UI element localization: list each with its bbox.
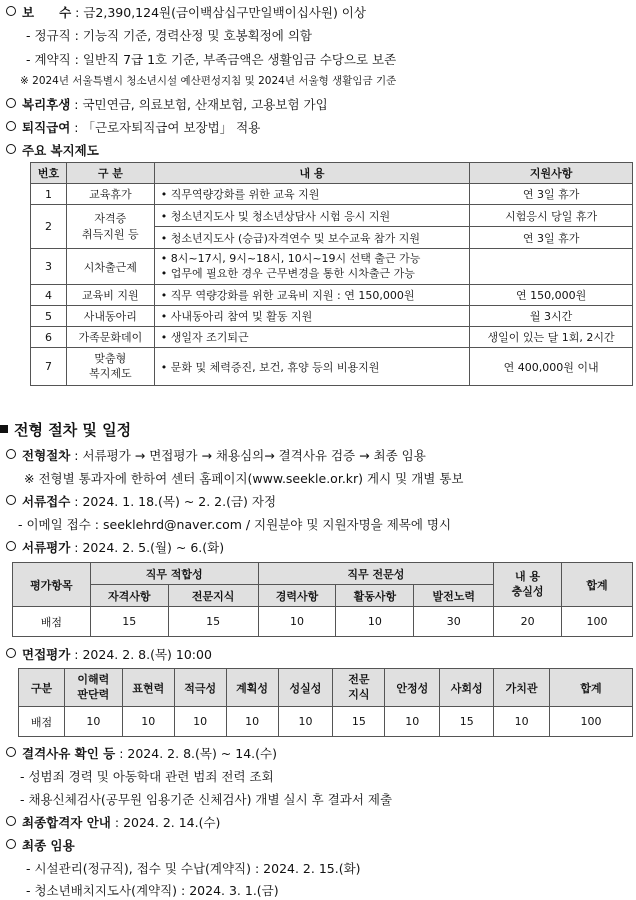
score-cell: 100 — [562, 607, 633, 637]
th-sub: 발전노력 — [414, 585, 494, 607]
cell-support — [470, 249, 633, 285]
cell-support: 연 3일 휴가 — [470, 227, 633, 249]
th-total: 합계 — [562, 563, 633, 607]
section-title — [0, 419, 131, 440]
table-row — [31, 205, 633, 227]
interview-table — [18, 668, 633, 737]
table-row — [31, 184, 633, 205]
score-cell: 10 — [385, 707, 440, 737]
th-item: 평가항목 — [13, 563, 91, 607]
cell-no: 7 — [31, 348, 67, 386]
th-int: 성실성 — [278, 669, 333, 707]
th-int: 구분 — [19, 669, 65, 707]
th-int: 표현력 — [122, 669, 174, 707]
retire-line: 퇴직급여 : 「근로자퇴직급여 보장법」 적용 — [6, 118, 260, 136]
doc-eval-value: 2024. 2. 5.(월) ~ 6.(화) — [82, 540, 225, 555]
th-int: 사회성 — [440, 669, 494, 707]
cell-content: • 문화 및 체력증진, 보건, 휴양 등의 비용지원 — [154, 348, 469, 386]
welfare-label: 복리후생 — [22, 97, 71, 112]
cell-content: • 직무역량강화를 위한 교육 지원 — [154, 184, 469, 205]
th-int: 적극성 — [174, 669, 226, 707]
th-int: 안정성 — [385, 669, 440, 707]
th-sub: 경력사항 — [258, 585, 336, 607]
proc-value: 서류평가 → 면접평가 → 채용심의→ 결격사유 검증 → 최종 임용 — [82, 448, 426, 463]
pay-line: 보 수 : 금2,390,124원(금이백삼십구만일백이십사원) 이상 — [6, 3, 366, 21]
th-int: 합계 — [550, 669, 633, 707]
cell-content: • 청소년지도사 및 청소년상담사 시험 응시 지원 — [154, 205, 469, 227]
th-fit: 직무 적합성 — [90, 563, 258, 585]
disq-value: 2024. 2. 8.(목) ~ 14.(수) — [127, 746, 277, 761]
appoint-line — [6, 836, 75, 854]
th-int: 가치관 — [494, 669, 550, 707]
cell-cat: 맞춤형 복지제도 — [66, 348, 154, 386]
score-cell: 20 — [494, 607, 562, 637]
score-cell: 10 — [226, 707, 278, 737]
cell-content: • 사내동아리 참여 및 활동 지원 — [154, 306, 469, 327]
circle-bullet-icon — [6, 541, 16, 551]
cell-cat: 사내동아리 — [66, 306, 154, 327]
th-int: 이해력 판단력 — [64, 669, 122, 707]
table-row — [19, 707, 633, 737]
circle-bullet-icon — [6, 449, 16, 459]
cell-no: 2 — [31, 205, 67, 249]
circle-bullet-icon — [6, 121, 16, 131]
pay-sub1: - 정규직 : 기능직 기준, 경력산정 및 호봉획정에 의함 — [26, 28, 312, 43]
doc-recv-sub: - 이메일 접수 : seeklehrd@naver.com / 지원분야 및 지원자명을 제목에 명시 — [18, 517, 452, 532]
disq-line: 결격사유 확인 등 : 2024. 2. 8.(목) ~ 14.(수) — [6, 744, 277, 762]
final-label: 최종합격자 안내 — [22, 815, 111, 830]
th-sub: 전문지식 — [168, 585, 258, 607]
cell-cat: 시차출근제 — [66, 249, 154, 285]
cell-cat: 가족문화데이 — [66, 327, 154, 348]
cell-no: 6 — [31, 327, 67, 348]
table-row — [31, 327, 633, 348]
disq-sub2: - 채용신체검사(공무원 임용기준 신체검사) 개별 실시 후 결과서 제출 — [20, 792, 393, 807]
cell-support: 연 400,000원 이내 — [470, 348, 633, 386]
welfare-line: 복리후생 : 국민연금, 의료보험, 산재보험, 고용보험 가입 — [6, 95, 328, 113]
cell-no: 4 — [31, 285, 67, 306]
cell-support: 월 3시간 — [470, 306, 633, 327]
cell-cat: 교육비 지원 — [66, 285, 154, 306]
th-content: 내 용 충실성 — [494, 563, 562, 607]
score-cell: 15 — [440, 707, 494, 737]
doc-recv-line: 서류접수 : 2024. 1. 18.(목) ~ 2. 2.(금) 자정 — [6, 492, 276, 510]
square-bullet-icon — [0, 425, 8, 433]
circle-bullet-icon — [6, 839, 16, 849]
score-cell: 100 — [550, 707, 633, 737]
interview-value: 2024. 2. 8.(목) 10:00 — [82, 647, 212, 662]
final-value: 2024. 2. 14.(수) — [123, 815, 221, 830]
cell-cat: 자격증 취득지원 등 — [66, 205, 154, 249]
circle-bullet-icon — [6, 98, 16, 108]
final-line: 최종합격자 안내 : 2024. 2. 14.(수) — [6, 813, 220, 831]
score-cell: 10 — [174, 707, 226, 737]
cell-no: 1 — [31, 184, 67, 205]
cell-support: 시험응시 당일 휴가 — [470, 205, 633, 227]
table-row — [31, 249, 633, 285]
cell-content: • 청소년지도사 (승급)자격연수 및 보수교육 참가 지원 — [154, 227, 469, 249]
doc-eval-table — [12, 562, 633, 637]
row-label: 배점 — [19, 707, 65, 737]
th-int: 계획성 — [226, 669, 278, 707]
score-cell: 10 — [258, 607, 336, 637]
score-cell: 10 — [494, 707, 550, 737]
cell-support: 연 150,000원 — [470, 285, 633, 306]
cell-no: 3 — [31, 249, 67, 285]
score-cell: 10 — [64, 707, 122, 737]
cell-support: 생일이 있는 달 1회, 2시간 — [470, 327, 633, 348]
th-int: 전문 지식 — [333, 669, 385, 707]
table-row — [31, 285, 633, 306]
table-row — [31, 306, 633, 327]
th-content: 내 용 — [154, 163, 469, 184]
doc-eval-label: 서류평가 — [22, 540, 71, 555]
th-sub: 활동사항 — [336, 585, 414, 607]
score-cell: 15 — [90, 607, 168, 637]
cell-content: • 8시~17시, 9시~18시, 10시~19시 선택 출근 가능 • 업무에 필요한 경우 근무변경을 통한 시차출근 가능 — [154, 249, 469, 285]
circle-bullet-icon — [6, 495, 16, 505]
row-label: 배점 — [13, 607, 91, 637]
score-cell: 10 — [122, 707, 174, 737]
th-no: 번호 — [31, 163, 67, 184]
th-pro: 직무 전문성 — [258, 563, 494, 585]
retire-label: 퇴직급여 — [22, 120, 71, 135]
circle-bullet-icon — [6, 747, 16, 757]
score-cell: 10 — [336, 607, 414, 637]
cell-cat: 교육휴가 — [66, 184, 154, 205]
table-row — [13, 607, 633, 637]
doc-recv-value: 2024. 1. 18.(목) ~ 2. 2.(금) 자정 — [82, 494, 277, 509]
score-cell: 10 — [278, 707, 333, 737]
cell-content: • 생일자 조기퇴근 — [154, 327, 469, 348]
circle-bullet-icon — [6, 648, 16, 658]
cell-support: 연 3일 휴가 — [470, 184, 633, 205]
score-cell: 15 — [333, 707, 385, 737]
circle-bullet-icon — [6, 816, 16, 826]
pay-label: 보 수 — [22, 5, 72, 20]
disq-sub1: - 성범죄 경력 및 아동학대 관련 범죄 전력 조회 — [20, 769, 274, 784]
table-row — [31, 348, 633, 386]
th-support: 지원사항 — [470, 163, 633, 184]
proc-note: ※ 전형별 통과자에 한하여 센터 홈페이지(www.seekle.or.kr) 게시 및 개별 통보 — [24, 471, 464, 486]
th-sub: 자격사항 — [90, 585, 168, 607]
doc-eval-line: 서류평가 : 2024. 2. 5.(월) ~ 6.(화) — [6, 538, 224, 556]
system-label: 주요 복지제도 — [22, 143, 99, 158]
proc-line: 전형절차 : 서류평가 → 면접평가 → 채용심의→ 결격사유 검증 → 최종 임용 — [6, 446, 426, 464]
system-line — [6, 141, 99, 159]
welfare-table — [30, 162, 633, 386]
interview-label: 면접평가 — [22, 647, 71, 662]
cell-content: • 직무 역량강화를 위한 교육비 지원 : 연 150,000원 — [154, 285, 469, 306]
appoint-sub1: - 시설관리(정규직), 접수 및 수납(계약직) : 2024. 2. 15.(화) — [26, 861, 361, 876]
circle-bullet-icon — [6, 6, 16, 16]
pay-note: ※ 2024년 서울특별시 청소년시설 예산편성지침 및 2024년 서울형 생활임금 기준 — [20, 75, 397, 87]
retire-value: 「근로자퇴직급여 보장법」 적용 — [82, 120, 261, 135]
section-title-text: 전형 절차 및 일정 — [14, 421, 132, 439]
score-cell: 30 — [414, 607, 494, 637]
pay-sub2: - 계약직 : 일반직 7급 1호 기준, 부족금액은 생활임금 수당으로 보존 — [26, 52, 397, 67]
appoint-sub2: - 청소년배치지도사(계약직) : 2024. 3. 1.(금) — [26, 883, 279, 898]
circle-bullet-icon — [6, 144, 16, 154]
proc-label: 전형절차 — [22, 448, 71, 463]
disq-label: 결격사유 확인 등 — [22, 746, 116, 761]
interview-line: 면접평가 : 2024. 2. 8.(목) 10:00 — [6, 645, 212, 663]
score-cell: 15 — [168, 607, 258, 637]
doc-recv-label: 서류접수 — [22, 494, 71, 509]
welfare-value: 국민연금, 의료보험, 산재보험, 고용보험 가입 — [82, 97, 328, 112]
appoint-label: 최종 임용 — [22, 838, 75, 853]
cell-no: 5 — [31, 306, 67, 327]
pay-value: 금2,390,124원(금이백삼십구만일백이십사원) 이상 — [83, 5, 366, 20]
th-cat: 구 분 — [66, 163, 154, 184]
